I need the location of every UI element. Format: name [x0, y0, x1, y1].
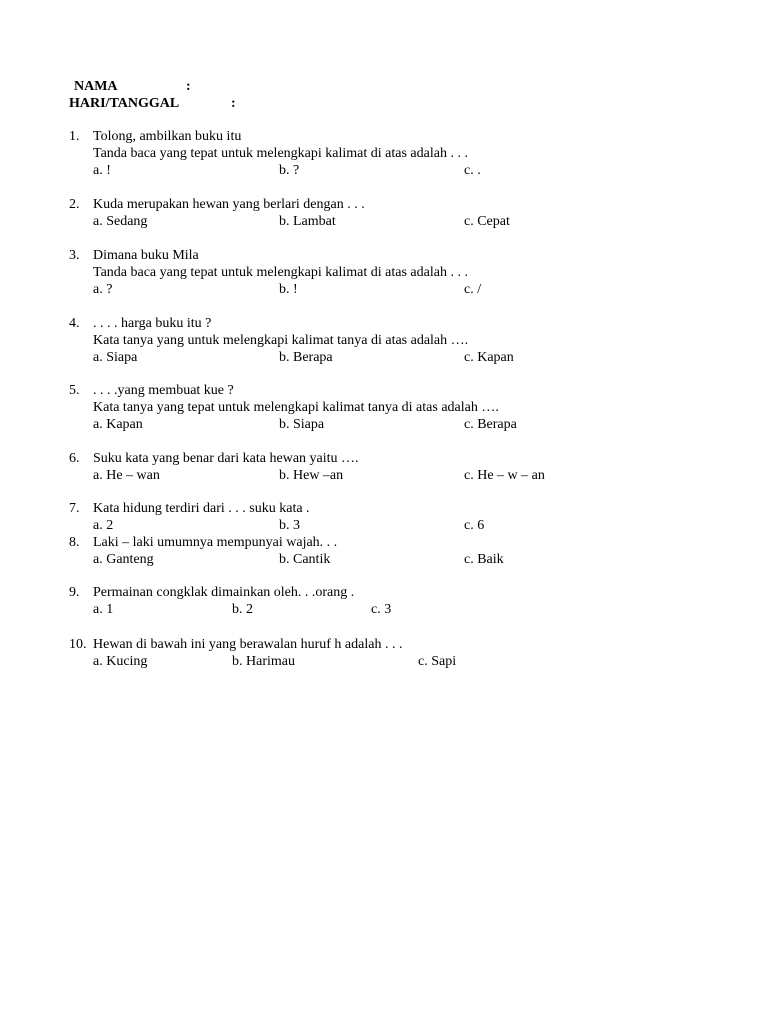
question-6	[69, 450, 719, 484]
option-b: b. Cantik	[279, 552, 331, 567]
option-a: a. Sedang	[93, 214, 148, 229]
option-a: a. !	[93, 163, 111, 178]
option-c: c. /	[464, 282, 482, 297]
answer-options	[69, 281, 719, 298]
question-10	[69, 636, 719, 670]
answer-options	[69, 467, 719, 484]
question-instruction: Tanda baca yang tepat untuk melengkapi kalimat di atas adalah . . .	[93, 146, 468, 161]
question-text: . . . . harga buku itu ?	[93, 316, 212, 331]
option-a: a. Kapan	[93, 417, 143, 432]
question-5	[69, 382, 719, 433]
question-text: . . . .yang membuat kue ?	[93, 383, 234, 398]
answer-options	[69, 517, 719, 534]
question-number: 4.	[69, 316, 80, 331]
option-c: c. He – w – an	[464, 468, 545, 483]
question-number: 7.	[69, 501, 80, 516]
question-number: 10.	[69, 637, 87, 652]
option-b: b. 2	[232, 602, 253, 617]
question-instruction: Kata tanya yang tepat untuk melengkapi kalimat tanya di atas adalah ….	[93, 400, 499, 415]
option-c: c. Kapan	[464, 350, 514, 365]
option-b: b. ?	[279, 163, 300, 178]
name-label: NAMA	[74, 79, 118, 94]
question-number: 9.	[69, 585, 80, 600]
date-label: HARI/TANGGAL	[69, 96, 180, 111]
option-b: b. !	[279, 282, 298, 297]
question-text: Kuda merupakan hewan yang berlari dengan . . .	[93, 197, 365, 212]
question-instruction: Tanda baca yang tepat untuk melengkapi kalimat di atas adalah . . .	[93, 265, 468, 280]
option-a: a. Siapa	[93, 350, 138, 365]
answer-options	[69, 213, 719, 230]
question-text: Dimana buku Mila	[93, 248, 199, 263]
question-text: Laki – laki umumnya mempunyai wajah. . .	[93, 535, 338, 550]
option-a: a. Ganteng	[93, 552, 154, 567]
question-text: Permainan congklak dimainkan oleh. . .orang .	[93, 585, 355, 600]
question-instruction: Kata tanya yang untuk melengkapi kalimat tanya di atas adalah ….	[93, 333, 469, 348]
answer-options	[69, 349, 719, 366]
answer-options	[69, 162, 719, 179]
option-a: a. 2	[93, 518, 114, 533]
question-number: 3.	[69, 248, 80, 263]
option-c: c. .	[464, 163, 481, 178]
question-text: Suku kata yang benar dari kata hewan yaitu ….	[93, 451, 359, 466]
question-number: 8.	[69, 535, 80, 550]
question-8	[69, 534, 719, 568]
question-4	[69, 315, 719, 366]
option-b: b. Siapa	[279, 417, 325, 432]
option-a: a. He – wan	[93, 468, 160, 483]
question-text: Tolong, ambilkan buku itu	[93, 129, 242, 144]
name-field-row	[74, 78, 274, 95]
option-b: b. Harimau	[232, 654, 295, 669]
option-a: a. 1	[93, 602, 114, 617]
option-a: a. ?	[93, 282, 113, 297]
question-2	[69, 196, 719, 230]
option-b: b. Berapa	[279, 350, 333, 365]
question-number: 1.	[69, 129, 80, 144]
option-b: b. Lambat	[279, 214, 336, 229]
option-c: c. Berapa	[464, 417, 517, 432]
option-b: b. 3	[279, 518, 300, 533]
name-colon: :	[186, 79, 191, 94]
answer-options	[69, 551, 719, 568]
option-b: b. Hew –an	[279, 468, 344, 483]
option-a: a. Kucing	[93, 654, 148, 669]
answer-options	[69, 653, 719, 670]
date-field-row	[69, 95, 269, 112]
option-c: c. Sapi	[418, 654, 457, 669]
answer-options	[69, 601, 719, 618]
question-3	[69, 247, 719, 298]
question-1	[69, 128, 719, 179]
date-colon: :	[231, 96, 236, 111]
question-text: Hewan di bawah ini yang berawalan huruf h adalah . . .	[93, 637, 403, 652]
question-7	[69, 500, 719, 534]
option-c: c. 6	[464, 518, 485, 533]
question-number: 6.	[69, 451, 80, 466]
question-9	[69, 584, 719, 618]
question-text: Kata hidung terdiri dari . . . suku kata .	[93, 501, 310, 516]
option-c: c. 3	[371, 602, 392, 617]
option-c: c. Baik	[464, 552, 504, 567]
answer-options	[69, 416, 719, 433]
question-number: 2.	[69, 197, 80, 212]
option-c: c. Cepat	[464, 214, 510, 229]
question-number: 5.	[69, 383, 80, 398]
